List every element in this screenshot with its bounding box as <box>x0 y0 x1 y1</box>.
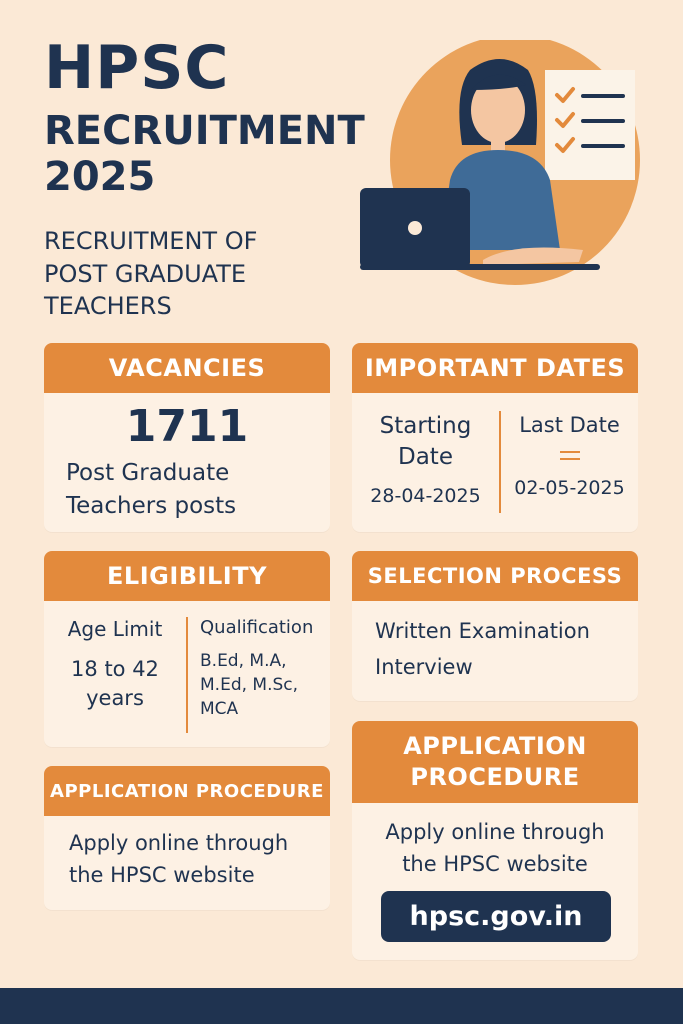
vacancies-heading: VACANCIES <box>44 343 330 393</box>
qualification-value: B.Ed, M.A, M.Ed, M.Sc, MCA <box>200 651 299 719</box>
last-date-value: 02-05-2025 <box>514 477 625 500</box>
qualification-label: Qualification <box>200 617 314 638</box>
age-limit-value: 18 to 42 years <box>71 657 159 711</box>
selection-process-card <box>352 551 638 701</box>
title-recruitment-2025 <box>44 108 365 200</box>
important-dates-heading: IMPORTANT DATES <box>352 343 638 393</box>
important-dates-card <box>352 343 638 532</box>
checklist-card <box>545 70 635 180</box>
footer-bar <box>0 988 683 1024</box>
hpsc-website-button[interactable]: hpsc.gov.in <box>381 891 611 942</box>
application-procedure-text-left: Apply online through the HPSC website <box>69 831 289 887</box>
starting-date-column <box>352 411 499 513</box>
starting-date-value: 28-04-2025 <box>370 485 481 508</box>
equals-icon <box>560 451 580 460</box>
age-limit-label: Age Limit <box>67 617 163 641</box>
page-subtitle: RECRUITMENT OF POST GRADUATE TEACHERS <box>44 227 258 321</box>
qualification-column <box>188 617 328 733</box>
eligibility-card <box>44 551 330 747</box>
application-procedure-text-right: Apply online through the HPSC website <box>385 820 605 876</box>
starting-date-label: Starting Date <box>379 413 472 471</box>
selection-process-heading: SELECTION PROCESS <box>352 551 638 601</box>
selection-step-written: Written Examination <box>375 619 590 643</box>
title-line-year: 2025 <box>44 154 156 200</box>
teacher-laptop-illustration <box>355 40 655 300</box>
vacancies-card <box>44 343 330 532</box>
eligibility-heading: ELIGIBILITY <box>44 551 330 601</box>
application-procedure-heading-right: APPLICATION PROCEDURE <box>352 721 638 803</box>
vacancy-count: 1711 <box>125 401 249 452</box>
vacancy-description: Post Graduate Teachers posts <box>66 460 237 519</box>
last-date-label: Last Date <box>519 413 620 437</box>
selection-step-interview: Interview <box>375 655 473 679</box>
title-line-recruitment: RECRUITMENT <box>44 108 365 154</box>
application-procedure-card-left <box>44 766 330 910</box>
application-procedure-heading-left: APPLICATION PROCEDURE <box>44 766 330 816</box>
age-limit-column <box>44 617 186 733</box>
title-hpsc: HPSC <box>44 33 230 103</box>
last-date-column <box>501 411 638 513</box>
